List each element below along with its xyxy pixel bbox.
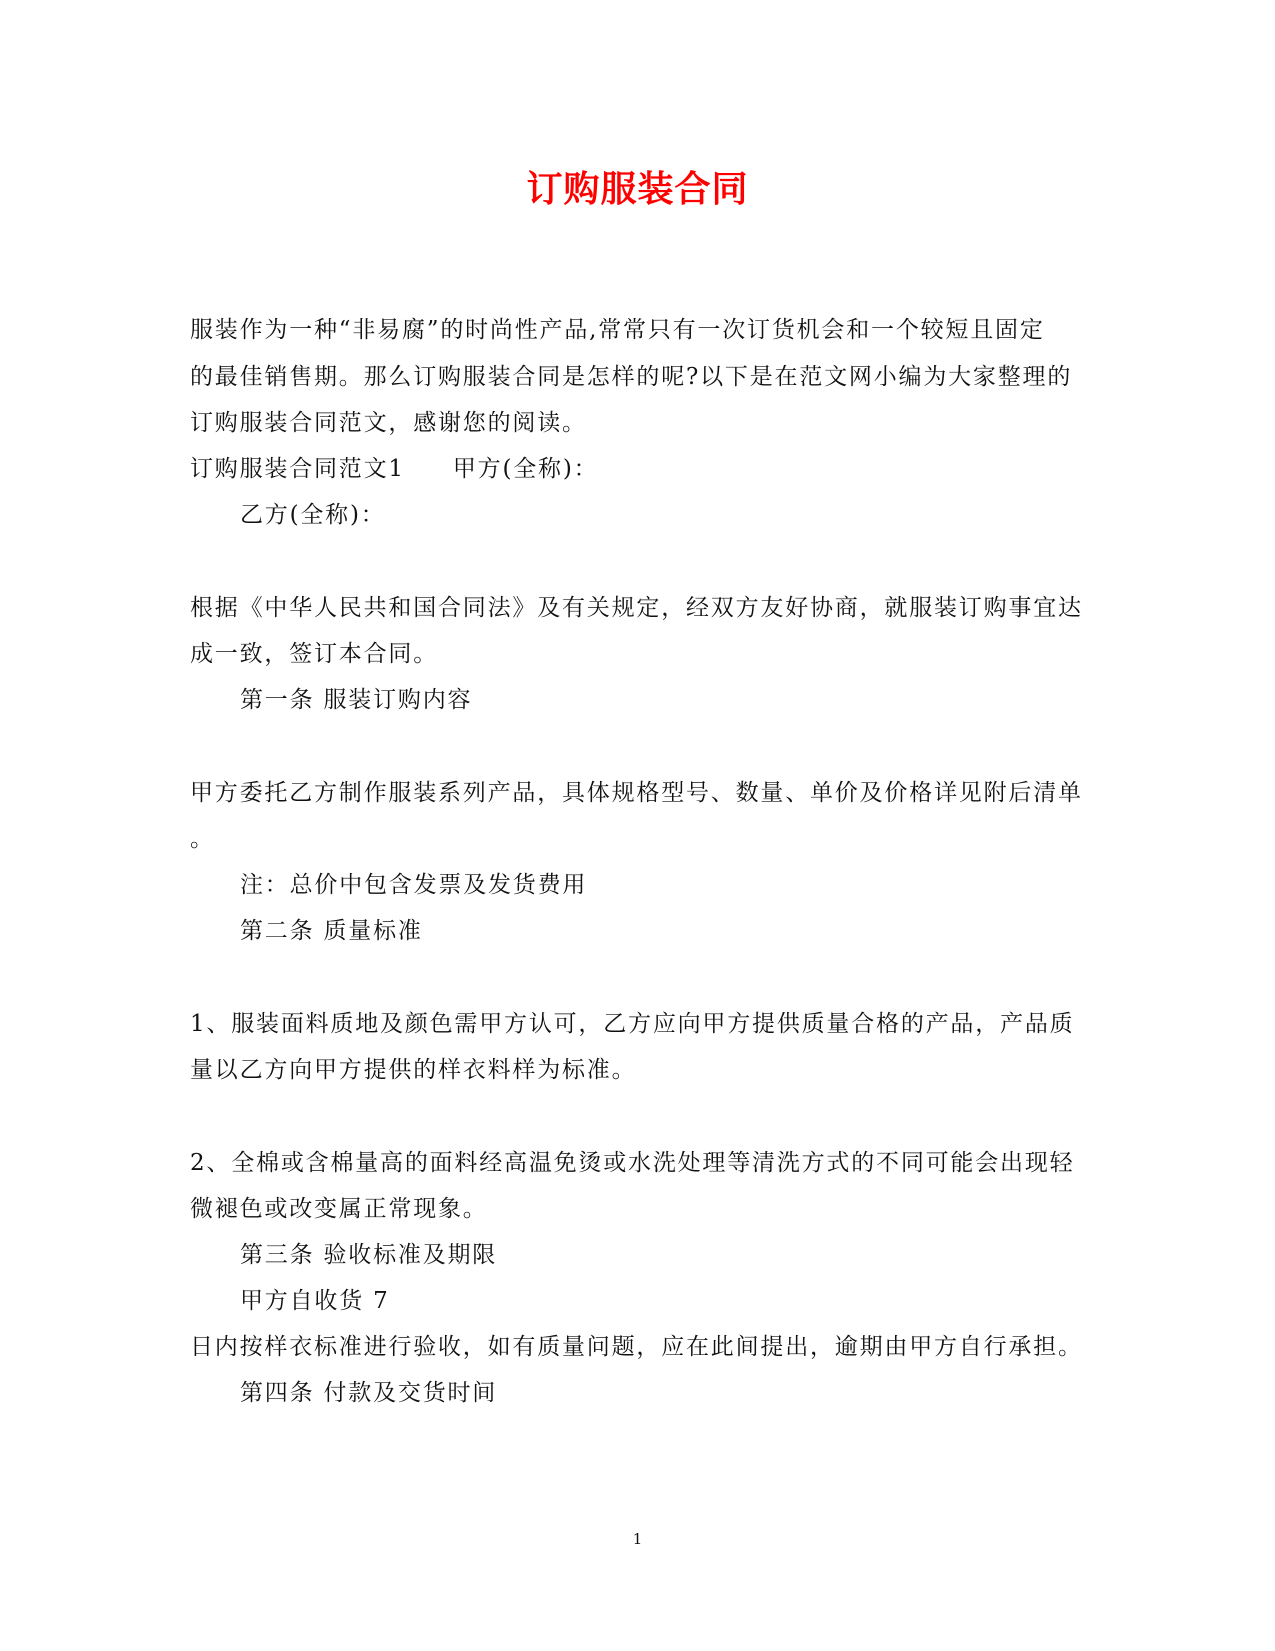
article-3-line-2: 日内按样衣标准进行验收，如有质量问题，应在此间提出，逾期由甲方自行承担。 xyxy=(190,1334,1083,1360)
preamble-line-2: 成一致，签订本合同。 xyxy=(190,641,438,667)
article-1-line-1: 甲方委托乙方制作服装系列产品，具体规格型号、数量、单价及价格详见附后清单 xyxy=(190,780,1083,806)
article-3-line-1: 甲方自收货 7 xyxy=(240,1288,390,1314)
article-1-note: 注：总价中包含发票及发货费用 xyxy=(240,872,588,898)
party-a-label: 甲方(全称)： xyxy=(452,456,599,482)
article-2-heading: 第二条 质量标准 xyxy=(240,918,423,944)
page-number: 1 xyxy=(632,1530,643,1548)
article-4-heading: 第四条 付款及交货时间 xyxy=(240,1380,498,1406)
intro-line-2: 的最佳销售期。那么订购服装合同是怎样的呢?以下是在范文网小编为大家整理的 xyxy=(190,364,1073,390)
sample-heading-row xyxy=(190,454,598,484)
document-title: 订购服装合同 xyxy=(526,169,749,210)
article-2-item-1-line-1: 1、服装面料质地及颜色需甲方认可，乙方应向甲方提供质量合格的产品，产品质 xyxy=(190,1011,1075,1037)
article-2-item-2-line-2: 微褪色或改变属正常现象。 xyxy=(190,1196,488,1222)
intro-line-1: 服装作为一种“非易腐”的时尚性产品,常常只有一次订货机会和一个较短且固定 xyxy=(190,317,1045,343)
article-2-item-1-line-2: 量以乙方向甲方提供的样衣料样为标准。 xyxy=(190,1057,637,1083)
article-1-heading: 第一条 服装订购内容 xyxy=(240,687,473,713)
article-3-heading: 第三条 验收标准及期限 xyxy=(240,1242,498,1268)
intro-line-3: 订购服装合同范文，感谢您的阅读。 xyxy=(190,410,587,436)
party-b-label: 乙方(全称)： xyxy=(240,502,386,528)
sample-heading: 订购服装合同范文1 xyxy=(190,456,405,482)
preamble-line-1: 根据《中华人民共和国合同法》及有关规定，经双方友好协商，就服装订购事宜达 xyxy=(190,595,1083,621)
article-1-line-2: 。 xyxy=(190,826,215,852)
article-2-item-2-line-1: 2、全棉或含棉量高的面料经高温免烫或水洗处理等清洗方式的不同可能会出现轻 xyxy=(190,1150,1075,1176)
